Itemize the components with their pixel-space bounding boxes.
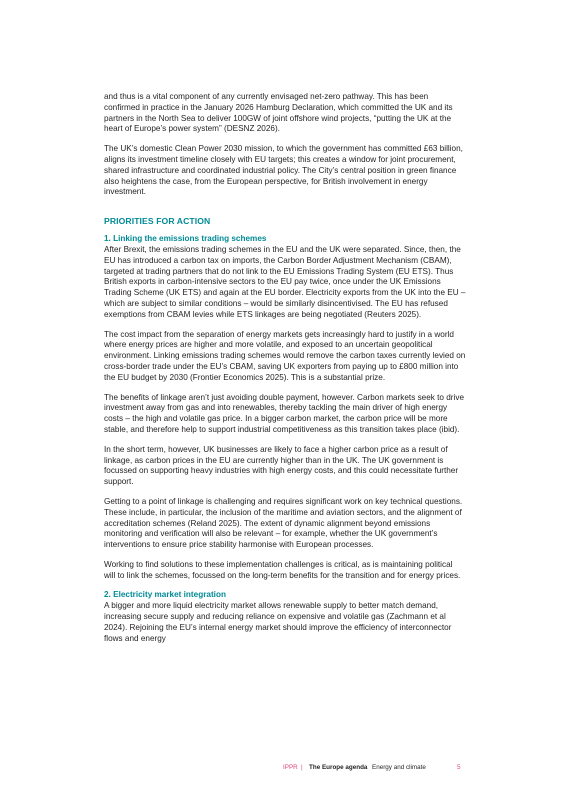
paragraph: A bigger and more liquid electricity market allows renewable supply to better match demand, increasing secure supply and reducing reliance on expensive and volatile gas (Zachmann et al 2024). Rejoining the EU’s internal energy market should improve the efficiency of interconnector flows and energy: [104, 601, 452, 643]
paragraph: The cost impact from the separation of energy markets gets increasingly hard to justify in a world where energy prices are higher and more volatile, and exposed to an uncertain geopolitical environment. Linking emissions trading schemes would remove the carbon taxes currently levied on cross-border trade under the EU’s CBAM, saving UK exporters from paying up to £800 million into the EU budget by 2030 (Frontier Economics 2025). This is a substantial prize.: [104, 329, 466, 382]
paragraph: Working to find solutions to these implementation challenges is critical, as is maintaining political will to link the schemes, focussed on the long-term benefits for the transition and for energy prices.: [104, 559, 461, 580]
paragraph: After Brexit, the emissions trading schemes in the EU and the UK were separated. Since, then, the EU has introduced a carbon tax on imports, the Carbon Border Adjustment Mechanism (CBAM), targeted at trading partners that do not link to the EU Emissions Trading System (EU ETS). Thus British exports in carbon-intensive sectors to the EU pay twice, once under the UK Emissions Trading Scheme (UK ETS) and again at the EU border. Electricity exports from the UK into the EU – which are subject to similar conditions – would be similarly disincentivised. The EU has refused exemptions from CBAM levies while ETS linkages are being negotiated (Reuters 2025).: [104, 244, 466, 319]
subsection-heading: 1. Linking the emissions trading schemes: [104, 234, 267, 244]
section-heading: PRIORITIES FOR ACTION: [104, 216, 211, 227]
subsection-heading: 2. Electricity market integration: [104, 590, 226, 600]
footer-report-subtitle: Energy and climate: [372, 764, 426, 771]
paragraph: The benefits of linkage aren’t just avoiding double payment, however. Carbon markets seek to drive investment away from gas and into renewables, thereby tackling the main driver of high energy costs – the high and volatile gas price. In a bigger carbon market, the carbon price will be more stable, and therefore help to support industrial competitiveness as this transition takes place (ibid).: [104, 392, 464, 434]
page-number: 5: [457, 764, 461, 771]
page-content: [104, 92, 466, 653]
paragraph: In the short term, however, UK businesses are likely to face a higher carbon price as a result of linkage, as carbon prices in the EU are currently higher than in the UK. The UK government is focussed on supporting heavy industries with high energy costs, and this could necessitate further support.: [104, 444, 459, 487]
paragraph: Getting to a point of linkage is challenging and requires significant work on key technical questions. These include, in particular, the inclusion of the maritime and aviation sectors, and the alignment of accreditation schemes (Reland 2025). The extent of dynamic alignment beyond emissions monitoring and verification will also be relevant – for example, whether the UK government’s interventions to ensure price stability harmonise with European processes.: [104, 496, 463, 550]
paragraph: and thus is a vital component of any currently envisaged net-zero pathway. This has been confirmed in practice in the January 2026 Hamburg Declaration, which committed the UK and its partners in the North Sea to deliver 100GW of joint offshore wind projects, “putting the UK at the heart of Europe’s power system” (DESNZ 2026).: [104, 92, 453, 134]
footer-org: IPPR: [283, 764, 298, 771]
footer-separator: |: [301, 764, 303, 771]
paragraph: The UK’s domestic Clean Power 2030 mission, to which the government has committed £63 billion, aligns its investment timeline closely with EU targets; this creates a window for joint procurement, shared infrastructure and coordinated industrial policy. The City’s central position in green finance also heightens the case, from the European perspective, for British involvement in energy investment.: [104, 144, 463, 197]
footer-report-title: The Europe agenda: [309, 764, 368, 771]
